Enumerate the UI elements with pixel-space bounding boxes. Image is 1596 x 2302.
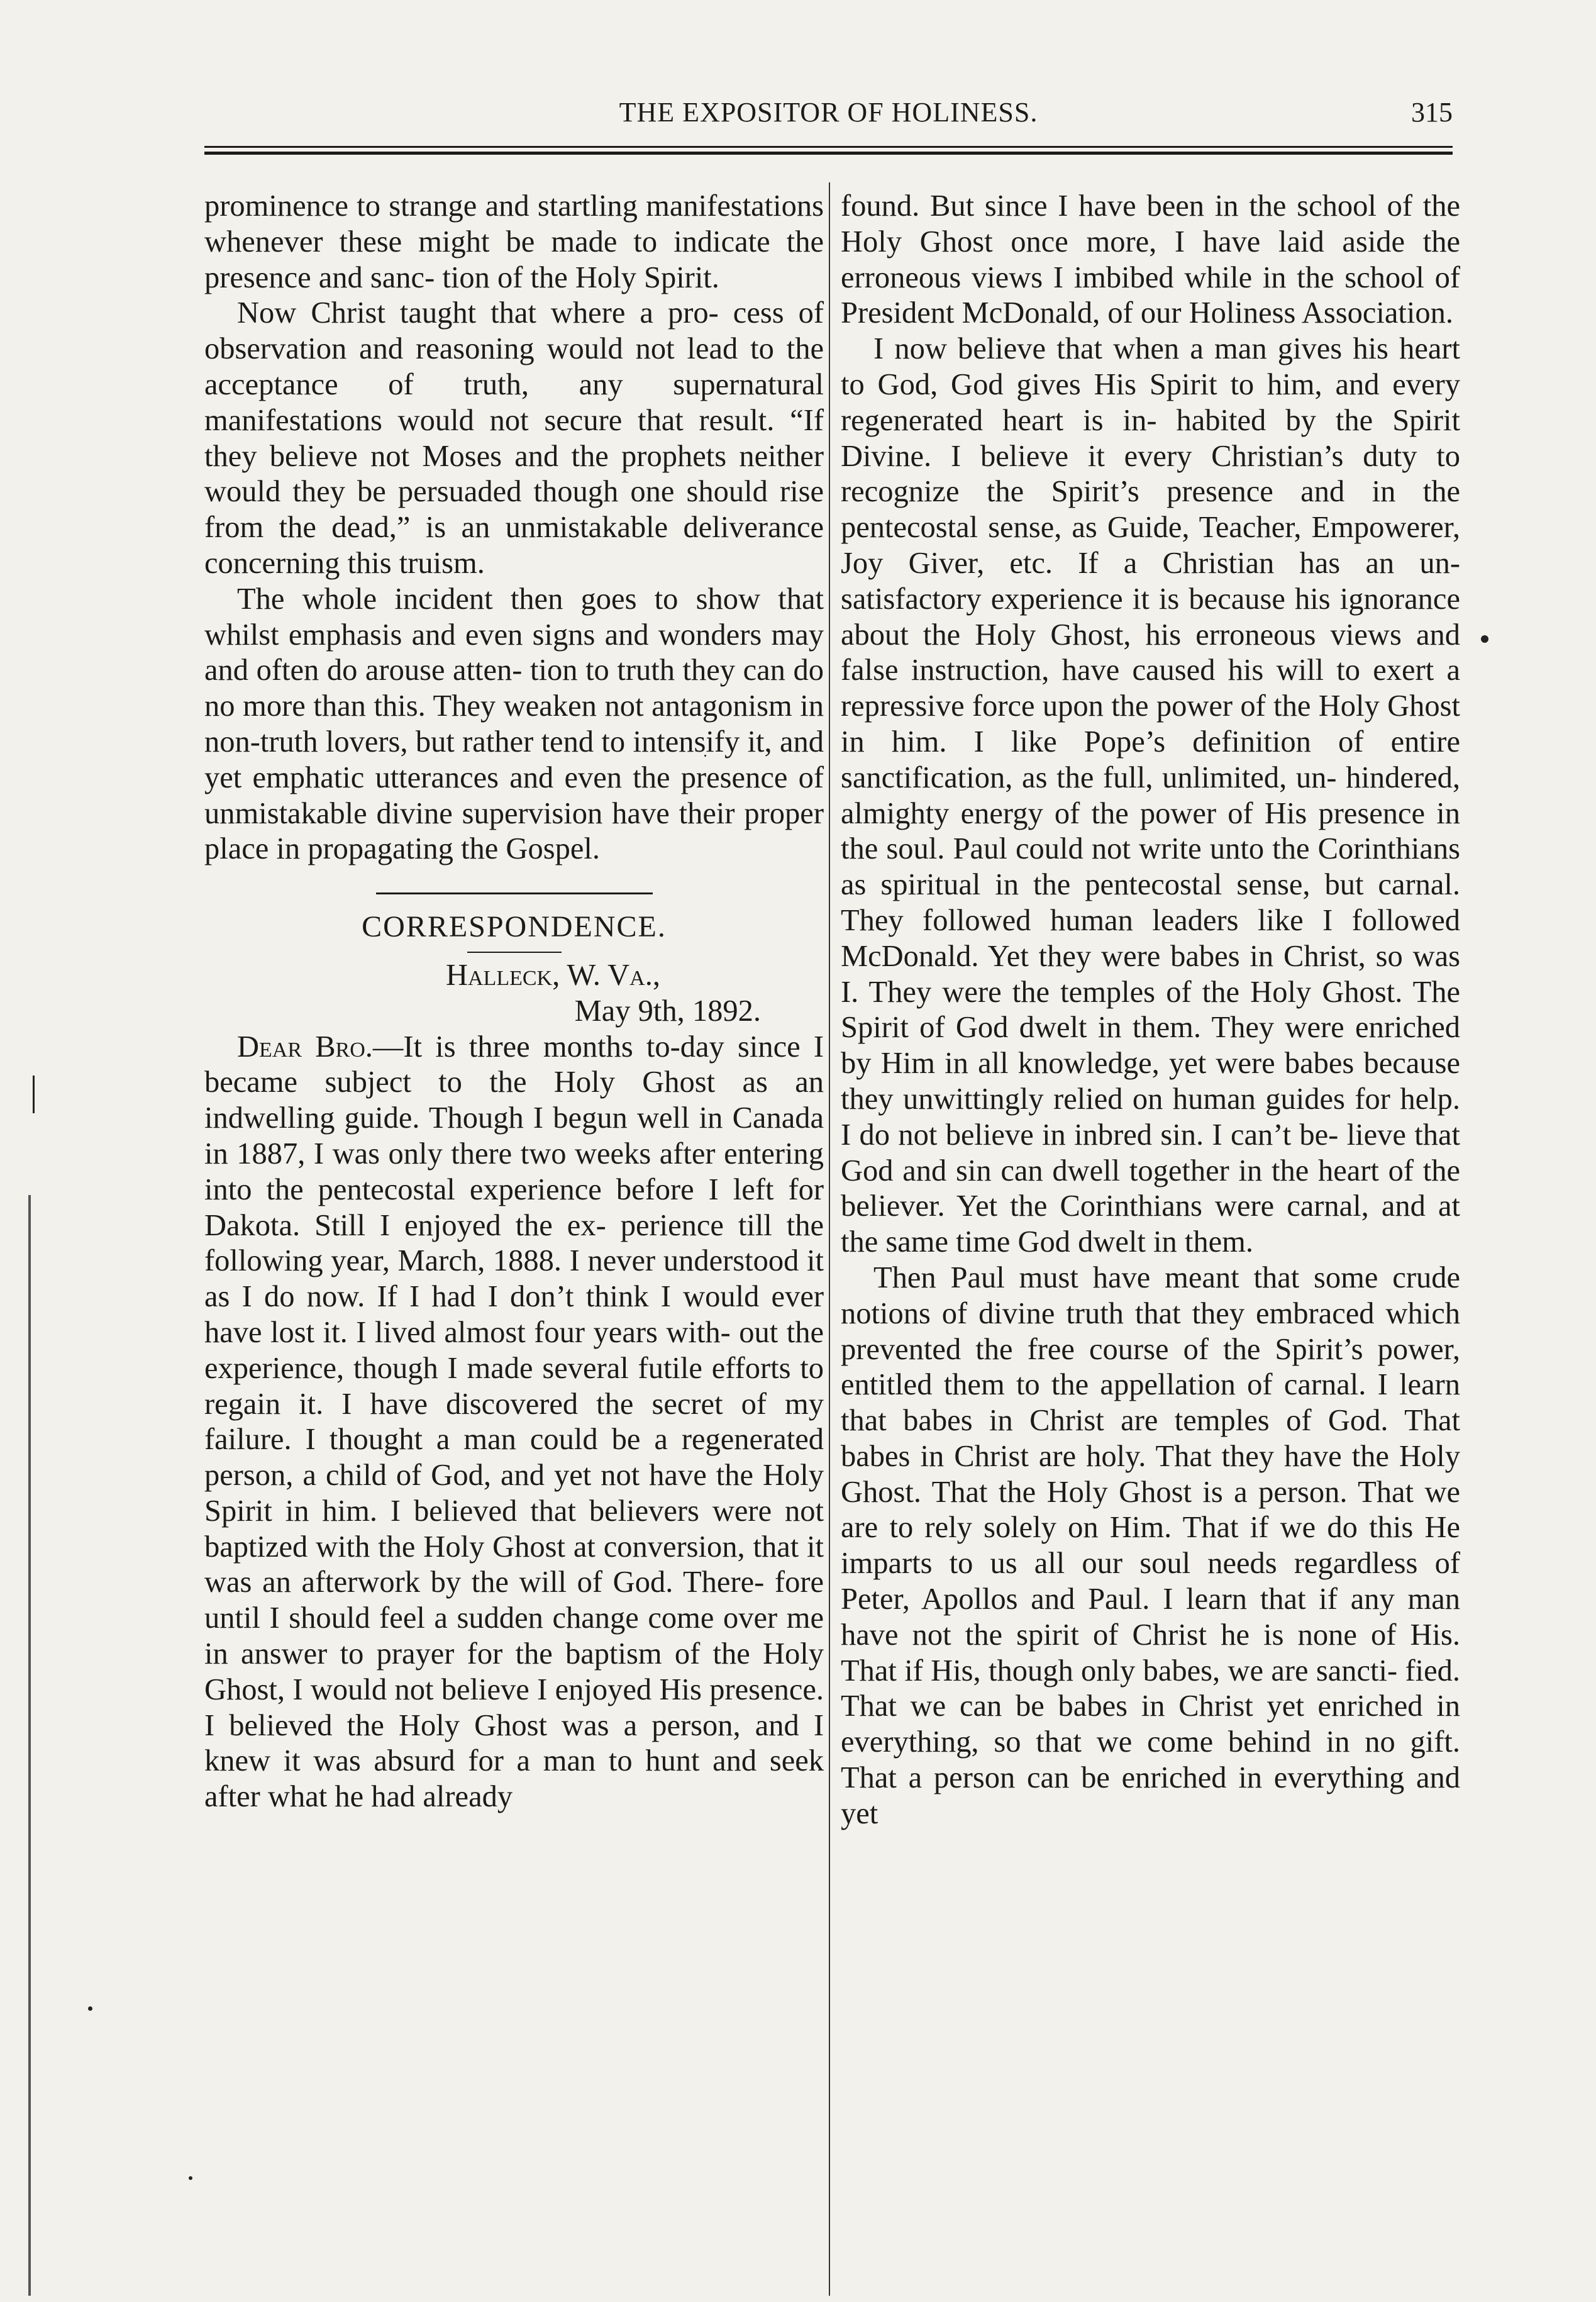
text-line: since I became subject to the Holy — [204, 1030, 824, 1099]
page-header — [204, 91, 1453, 142]
text-line: school of the Holy Ghost once more, I — [841, 189, 1460, 259]
text-line: I learn that if any man have not the — [841, 1582, 1460, 1652]
header-rule — [204, 146, 1453, 155]
text-line: divine supervision have their proper — [376, 796, 824, 830]
text-line: of His presence in the soul. Paul could — [841, 796, 1460, 866]
text-line: lost it. I lived almost four years with- — [270, 1315, 731, 1349]
text-line: and I knew it was absurd for a man to — [204, 1708, 824, 1778]
text-line: Holy Ghost at conversion, that it was — [204, 1530, 824, 1599]
text-line: in him. I like Pope’s definition of entire — [841, 725, 1460, 759]
text-line: it every Christian’s duty to recognize — [841, 439, 1460, 509]
text-line: sense, as Guide, Teacher, Empowerer, Joy — [841, 511, 1460, 580]
text-line: regardless of Peter, Apollos and Paul. — [841, 1547, 1460, 1616]
margin-mark — [33, 1076, 35, 1113]
text-line: that babes in Christ are temples of God. — [841, 1404, 1388, 1438]
text-line: his heart to God, God gives His Spirit to — [841, 332, 1461, 401]
text-line: this He imparts to us all our soul needs — [841, 1511, 1461, 1581]
text-line: Ghost as an indwelling guide. Though — [204, 1065, 824, 1135]
text-line: Now Christ taught that where a pro- — [237, 296, 719, 330]
text-line: I now believe that when a man gives — [873, 332, 1343, 366]
text-line: the Holy Spirit in him. I believed that — [204, 1459, 824, 1528]
text-line: rise from the dead,” is an unmistakable — [204, 475, 824, 545]
text-line: can be enriched in everything and yet — [841, 1761, 1460, 1830]
text-line: habited by the Spirit Divine. I believe — [841, 403, 1460, 473]
text-line: The Spirit of God dwelt in them. They — [841, 975, 1461, 1045]
heading-rule — [467, 952, 562, 953]
text-line: him, and every regenerated heart is in- — [841, 367, 1461, 437]
text-line: time God dwelt in them. — [956, 1225, 1253, 1259]
paragraph — [204, 189, 824, 296]
text-line: yet were babes because they unwittingly — [841, 1047, 1460, 1116]
margin-mark — [28, 1195, 31, 2296]
text-line: thought a man could be a regenerated — [329, 1423, 824, 1457]
text-line: discovered the secret of my failure. I — [204, 1387, 824, 1457]
text-line: not write unto the Corinthians as — [841, 832, 1460, 902]
column-divider — [829, 182, 830, 2296]
text-line: left for Dakota. Still I enjoyed the ex- — [204, 1172, 824, 1242]
text-line: McDonald, of our Holiness Association. — [961, 296, 1453, 330]
text-line: If I had I don’t think I would ever have — [204, 1280, 824, 1349]
left-column — [204, 189, 824, 1815]
text-line: yet enriched in everything, so that we — [841, 1689, 1460, 1759]
paragraph — [204, 582, 824, 867]
text-line: intensify it, and yet emphatic utterances — [204, 725, 824, 794]
text-line: —It is three months to-day — [372, 1030, 724, 1064]
text-line: not lead to the acceptance of truth, any — [204, 332, 824, 401]
text-line: made to indicate the presence and sanc- — [204, 225, 824, 294]
text-line: to the appellation of carnal. I learn — [1016, 1368, 1460, 1402]
text-line: force upon the power of the Holy Ghost — [972, 689, 1461, 723]
section-heading: CORRESPONDENCE. — [362, 910, 667, 944]
text-line: were babes in Christ, so was I. They — [841, 939, 1461, 1009]
text-line: hindered, almighty energy of the power — [841, 760, 1461, 830]
margin-mark — [189, 2176, 192, 2180]
text-line: the baptism of the Holy Ghost, I would — [204, 1637, 824, 1706]
text-line: have caused his will to exert a repressive — [841, 653, 1460, 723]
text-line: fied. That we can be babes in Christ — [841, 1654, 1460, 1723]
text-line: prominence to strange and startling — [204, 189, 638, 223]
text-line: perience till the following year, March, — [204, 1208, 824, 1278]
margin-mark — [1481, 635, 1488, 643]
page-number: 315 — [1411, 97, 1453, 128]
text-line: fore until I should feel a sudden change — [204, 1565, 824, 1635]
text-line: sanctification, as the full, unlimited, un- — [841, 760, 1337, 794]
text-line: Moses and the prophets neither would — [204, 439, 824, 509]
text-line: come over me in answer to prayer for — [204, 1601, 824, 1671]
text-line: this. They weaken not antagonism in — [374, 689, 824, 723]
text-line: they have the Holy Ghost. That the — [841, 1439, 1460, 1509]
text-line: The whole incident then goes to show — [237, 582, 761, 616]
text-line: satisfactory experience it is because his — [841, 582, 1331, 616]
text-line: Holy Ghost is a person. That we are — [841, 1475, 1460, 1545]
text-line: lieve that God and sin can dwell together — [841, 1118, 1461, 1187]
text-line: the Spirit’s presence and in the pentecostal — [841, 475, 1460, 545]
text-line: embraced which prevented the free — [841, 1296, 1461, 1366]
section-rule — [376, 892, 653, 894]
text-line: tion to truth they can do no more than — [204, 653, 824, 723]
letter-paragraph — [204, 1030, 824, 1816]
dateline-date: May 9th, 1892. — [574, 994, 761, 1028]
text-line: were the temples of the Holy Ghost. — [942, 975, 1403, 1009]
text-line: only there two weeks after entering — [388, 1137, 824, 1170]
paragraph — [841, 331, 1460, 1260]
text-line: out the experience, though I made — [204, 1315, 824, 1385]
text-line: tion of the Holy Spirit. — [442, 260, 719, 294]
text-line: Then Paul must have meant that some — [873, 1260, 1378, 1294]
text-line: and even the presence of unmistakable — [204, 760, 824, 830]
text-line: supernatural manifestations would not — [204, 367, 824, 437]
text-line: believed the Holy Ghost was a person, — [229, 1708, 741, 1742]
text-line: imbibed while in the school of President — [841, 260, 1460, 330]
dateline-place: Halleck, W. Va., — [445, 958, 660, 992]
text-line: come behind in no gift. That a person — [841, 1725, 1461, 1795]
text-line: wonders may and often do arouse atten- — [204, 618, 824, 687]
text-line: place in propagating the Gospel. — [204, 832, 600, 866]
text-line: hunt and seek after what he had already — [204, 1744, 824, 1814]
text-line: Giver, etc. If a Christian has an un- — [908, 546, 1460, 580]
text-line: manifestations whenever these might be — [204, 189, 824, 259]
text-line: Corinthians were carnal, and at the same — [841, 1189, 1461, 1259]
text-line: non-truth lovers, but rather tend to — [204, 725, 626, 759]
running-head: THE EXPOSITOR OF HOLINESS. — [619, 97, 1038, 128]
text-line: course of the Spirit’s power, entitled them — [841, 1332, 1461, 1402]
right-column — [841, 189, 1460, 1832]
text-line: an afterwork by the will of God. There- — [262, 1565, 765, 1599]
text-line: crude notions of divine truth that they — [841, 1260, 1461, 1330]
text-line: they be persuaded though one should — [292, 475, 768, 509]
text-line: not believe I enjoyed His presence. I — [204, 1672, 824, 1742]
text-line: like I followed McDonald. Yet they — [841, 903, 1461, 973]
paragraph — [841, 189, 1460, 331]
text-line: into the pentecostal experience before I — [204, 1172, 719, 1206]
text-line: relied on human guides for help. I do — [841, 1082, 1461, 1152]
text-line: in the heart of the believer. Yet the — [841, 1154, 1461, 1223]
salutation: Dear Bro. — [237, 1030, 373, 1064]
margin-mark — [88, 2006, 92, 2011]
text-line: if His, though only babes, we are sancti- — [904, 1654, 1398, 1688]
text-line: deliverance concerning this truism. — [204, 511, 824, 580]
text-line: I begun well in Canada in 1887, I was — [204, 1101, 824, 1170]
text-line: believers were not baptized with the — [204, 1494, 824, 1564]
text-line: 1888. I never understood it as I do now. — [204, 1244, 824, 1314]
text-line: erroneous views and false instruction, — [841, 618, 1460, 687]
paragraph — [204, 296, 824, 581]
text-line: ignorance about the Holy Ghost, his — [841, 582, 1460, 652]
text-line: several futile efforts to regain it. I have — [204, 1351, 824, 1421]
text-line: person, a child of God, and yet not have — [204, 1459, 707, 1493]
text-line: spirit of Christ he is none of His. That — [841, 1618, 1460, 1688]
text-line: to rely solely on Him. That if we do — [889, 1511, 1358, 1545]
text-line: that whilst emphasis and even signs and — [204, 582, 824, 652]
paragraph — [841, 1260, 1460, 1832]
text-line: secure that result. “If they believe not — [204, 403, 824, 473]
text-line: cess of observation and reasoning would — [204, 296, 824, 366]
text-line: carnal. They followed human leaders — [841, 868, 1461, 937]
text-line: That babes in Christ are holy. That — [841, 1404, 1461, 1473]
text-line: have laid aside the erroneous views I — [841, 225, 1461, 294]
text-line: not believe in inbred sin. I can’t be- — [898, 1118, 1339, 1152]
text-line: found. But since I have been in the — [841, 189, 1287, 223]
text-line: were enriched by Him in all knowledge, — [841, 1011, 1460, 1081]
text-line: spiritual in the pentecostal sense, but — [880, 868, 1364, 902]
